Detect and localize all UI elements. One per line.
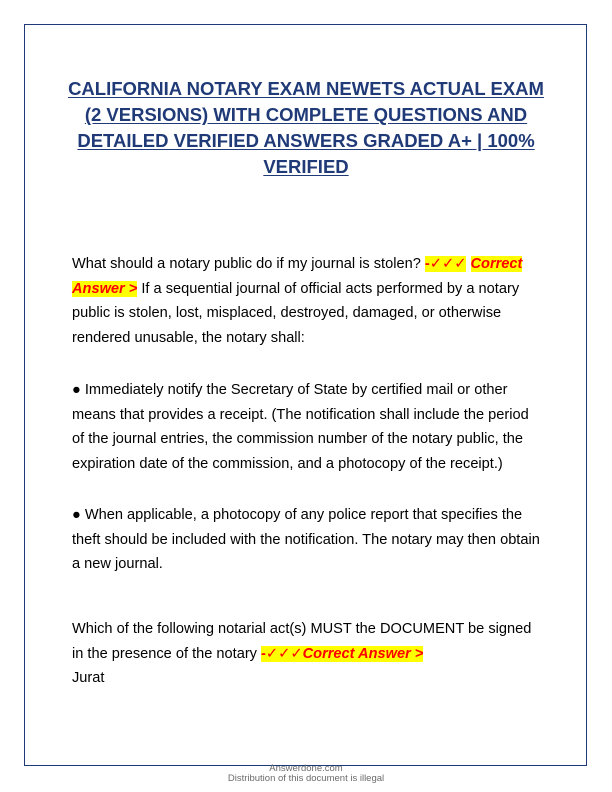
question-text: What should a notary public do if my journal is stolen? xyxy=(72,256,421,272)
document-title: CALIFORNIA NOTARY EXAM NEWETS ACTUAL EXAM (2 VERSIONS) WITH COMPLETE QUESTIONS AND DETAILED VERIFIED ANSWERS GRADED A+ | 100% VERIFIED xyxy=(68,78,544,177)
bullet-text: ● Immediately notify the Secretary of State by certified mail or other means that provides a receipt. (The notification shall include the period of the journal entries, the commission number of the notary public, the expiration date of the commission, and a photocopy of the receipt.) xyxy=(72,382,529,472)
answer-marker-dash: - xyxy=(424,256,430,272)
qa-item-1 xyxy=(72,252,544,350)
question-paragraph xyxy=(72,617,544,691)
qa-item-2 xyxy=(72,617,544,691)
footer-site: Answerdone.com xyxy=(269,763,343,774)
correct-answer-label: Correct Answer > xyxy=(302,645,424,662)
checkmarks-icon: ✓✓✓ xyxy=(429,256,467,272)
footer-note: Distribution of this document is illegal xyxy=(227,773,385,784)
bullet-text: ● When applicable, a photocopy of any police report that specifies the theft should be included with the notification. The notary may then obtain a new journal. xyxy=(72,507,540,572)
question-text: Which of the following notarial act(s) MUST the DOCUMENT be signed in the presence of the notary xyxy=(72,621,532,662)
answer-text: Jurat xyxy=(72,670,105,686)
bullet-item xyxy=(72,503,544,577)
checkmarks-icon: ✓✓✓ xyxy=(265,645,303,662)
bullet-item xyxy=(72,378,544,476)
correct-answer-label: Correct Answer > xyxy=(72,256,523,297)
question-paragraph xyxy=(72,252,544,350)
answer-marker-dash: - xyxy=(261,645,266,662)
answer-text: If a sequential journal of official acts performed by a notary public is stolen, lost, misplaced, destroyed, damaged, or otherwise rendered unusable, the notary shall: xyxy=(72,280,520,346)
